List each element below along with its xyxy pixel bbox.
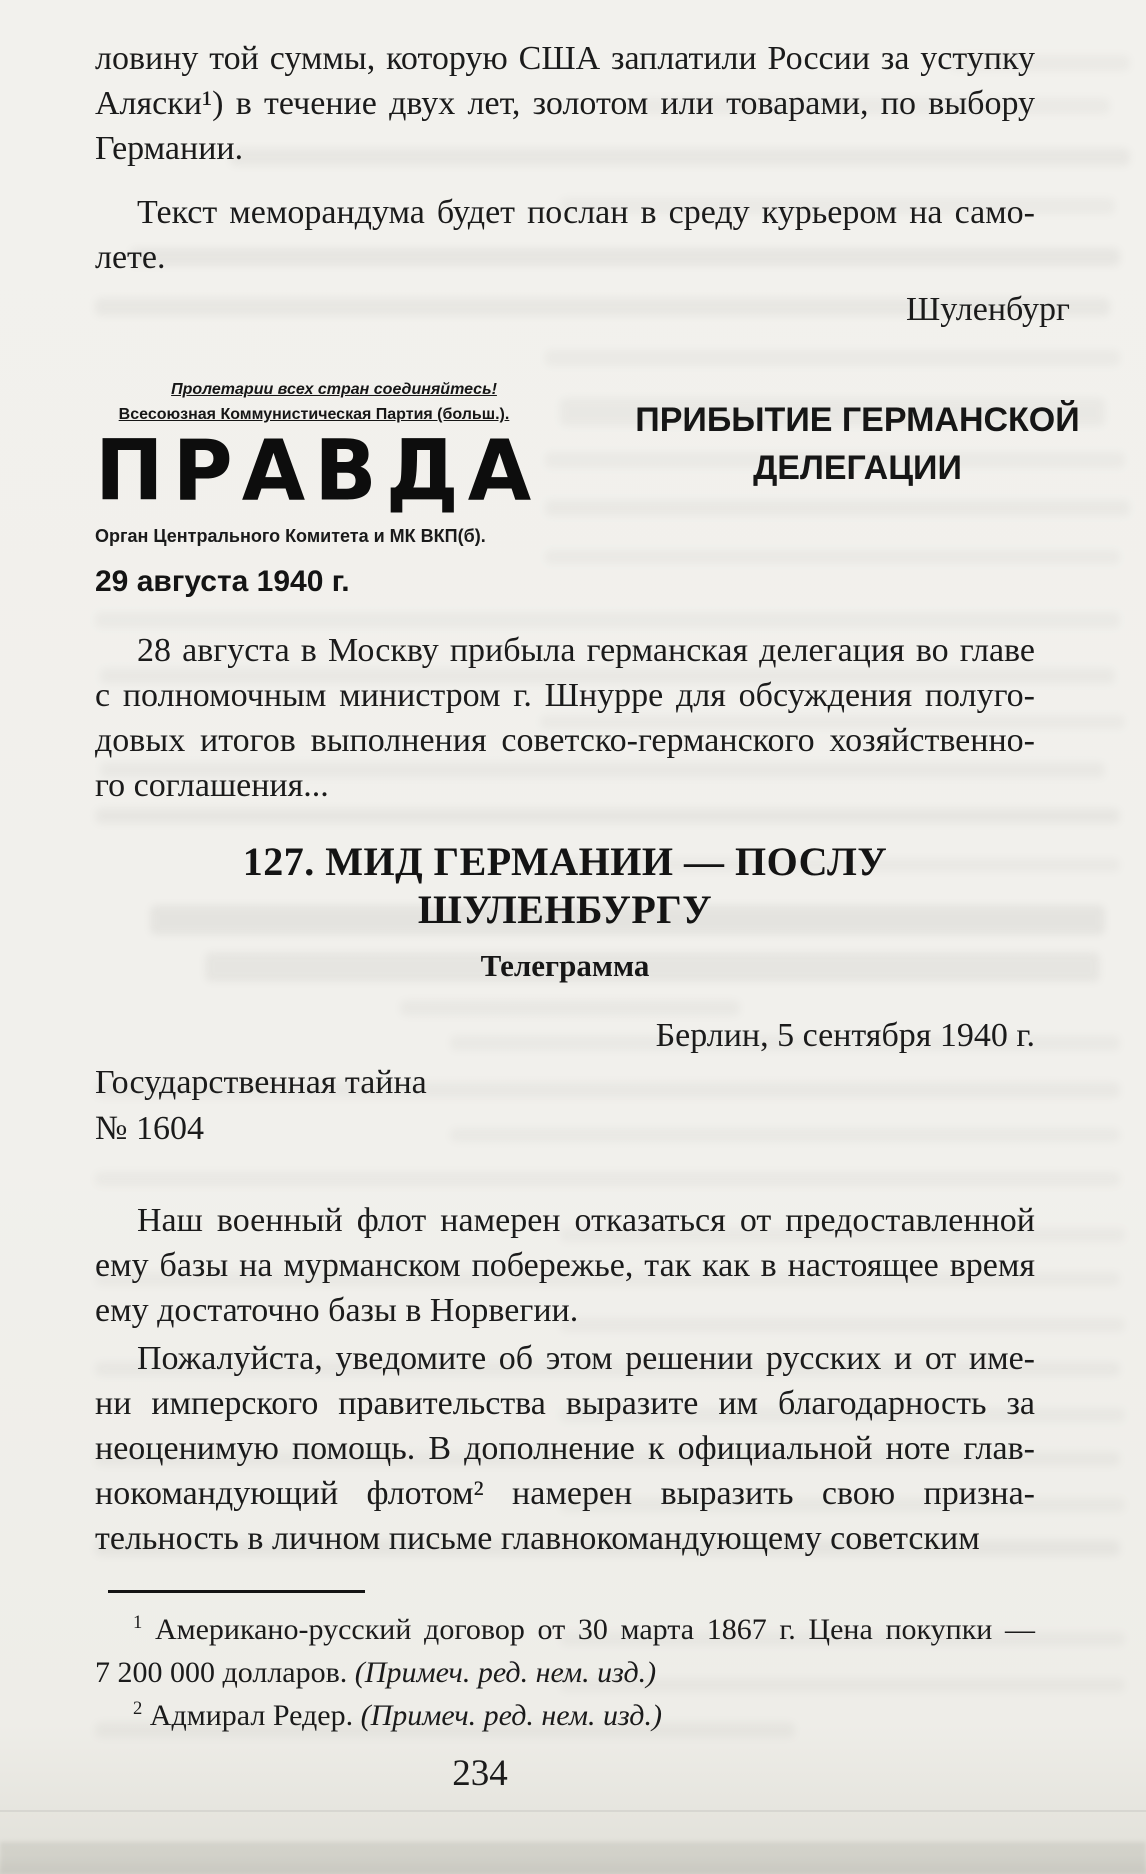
text-line: ни имперского правительства выразите им благодарность за bbox=[95, 1385, 1035, 1422]
telegram-paragraph-2 bbox=[95, 1336, 1035, 1561]
footnote-2-text: Адмирал Редер. bbox=[149, 1699, 361, 1732]
page-number: 234 bbox=[452, 1753, 508, 1794]
article-headline bbox=[585, 396, 1130, 492]
bleed-through-artifact bbox=[545, 350, 1120, 366]
footnote-1-text-continued: 7 200 000 долларов. bbox=[95, 1656, 355, 1689]
text-line: довых итогов выполнения советско-германского хозяйственно- bbox=[95, 722, 1035, 759]
footnotes bbox=[95, 1608, 1035, 1737]
bleed-through-artifact bbox=[95, 808, 1120, 824]
document-number: № 1604 bbox=[95, 1110, 204, 1147]
text-line: с полномочным министром г. Шнурре для обсуждения полуго- bbox=[95, 677, 1035, 714]
scan-fold-line bbox=[0, 1810, 1146, 1812]
scan-edge-shadow bbox=[0, 1842, 1146, 1874]
text-line: го соглашения... bbox=[95, 767, 329, 804]
footnote-1-line-2 bbox=[95, 1651, 1035, 1694]
text-line: ловину той суммы, которую США заплатили России за уступку bbox=[95, 40, 1035, 77]
footnote-1-text: Американо-русский договор от 30 марта 1867 г. Цена покупки — bbox=[154, 1613, 1036, 1646]
pravda-masthead bbox=[95, 380, 541, 599]
footnote-1-marker: 1 bbox=[133, 1612, 143, 1633]
issue-date: 29 августа 1940 г. bbox=[95, 565, 350, 598]
text-line: ему достаточно базы в Норвегии. bbox=[95, 1292, 579, 1329]
footnote-1-source: (Примеч. ред. нем. изд.) bbox=[354, 1656, 657, 1689]
dateline: Берлин, 5 сентября 1940 г. bbox=[655, 1017, 1035, 1054]
bleed-through-artifact bbox=[95, 1172, 1120, 1186]
headline-line: ПРИБЫТИЕ ГЕРМАНСКОЙ bbox=[635, 401, 1080, 439]
document-heading-line: 127. МИД ГЕРМАНИИ — ПОСЛУ bbox=[242, 839, 888, 884]
text-line: Германии. bbox=[95, 130, 244, 167]
text-line: неоценимую помощь. В дополнение к официальной ноте глав- bbox=[95, 1430, 1035, 1467]
footnote-1-line-1 bbox=[95, 1608, 1035, 1651]
masthead-slogan: Пролетарии всех стран соединяйтесь! bbox=[171, 381, 497, 398]
document-heading-line: ШУЛЕНБУРГУ bbox=[417, 887, 713, 932]
intro-paragraph bbox=[95, 36, 1035, 171]
footnote-2-marker: 2 bbox=[133, 1698, 143, 1719]
bleed-through-artifact bbox=[545, 500, 1130, 516]
footnote-2-line bbox=[95, 1694, 1035, 1737]
text-line: лете. bbox=[95, 239, 166, 276]
text-line: Наш военный флот намерен отказаться от предоставленной bbox=[137, 1202, 1035, 1239]
classification-label: Государственная тайна bbox=[95, 1064, 427, 1101]
footnote-2-source: (Примеч. ред. нем. изд.) bbox=[360, 1699, 662, 1732]
article-paragraph bbox=[95, 628, 1035, 808]
text-line: нокомандующий флотом² намерен выразить свою призна- bbox=[95, 1475, 1035, 1512]
bleed-through-artifact bbox=[95, 612, 1120, 628]
text-line: 28 августа в Москву прибыла германская делегация во главе bbox=[137, 632, 1035, 669]
text-line: тельность в личном письме главнокомандующему советским bbox=[95, 1520, 980, 1557]
text-line: Аляски¹) в течение двух лет, золотом или товарами, по выбору bbox=[95, 85, 1035, 122]
text-line: Пожалуйста, уведомите об этом решении русских и от име- bbox=[137, 1340, 1035, 1377]
masthead-organ-line: Орган Центрального Комитета и МК ВКП(б). bbox=[95, 526, 486, 546]
footnote-divider bbox=[108, 1590, 365, 1593]
telegram-paragraph-1 bbox=[95, 1198, 1035, 1333]
headline-line: ДЕЛЕГАЦИИ bbox=[753, 449, 962, 487]
memo-paragraph bbox=[95, 190, 1035, 280]
document-type-label: Телеграмма bbox=[480, 948, 650, 983]
signature-schulenburg: Шуленбург bbox=[905, 291, 1070, 328]
bleed-through-artifact bbox=[545, 550, 1120, 564]
text-line: ему базы на мурманском побережье, так как в настоящее время bbox=[95, 1247, 1035, 1284]
masthead-party-line: Всесоюзная Коммунистическая Партия (больш.). bbox=[118, 406, 510, 423]
pravda-logo: ПРАВДА bbox=[95, 422, 541, 520]
document-heading bbox=[95, 838, 1035, 934]
text-line: Текст меморандума будет послан в среду курьером на само- bbox=[137, 194, 1035, 231]
